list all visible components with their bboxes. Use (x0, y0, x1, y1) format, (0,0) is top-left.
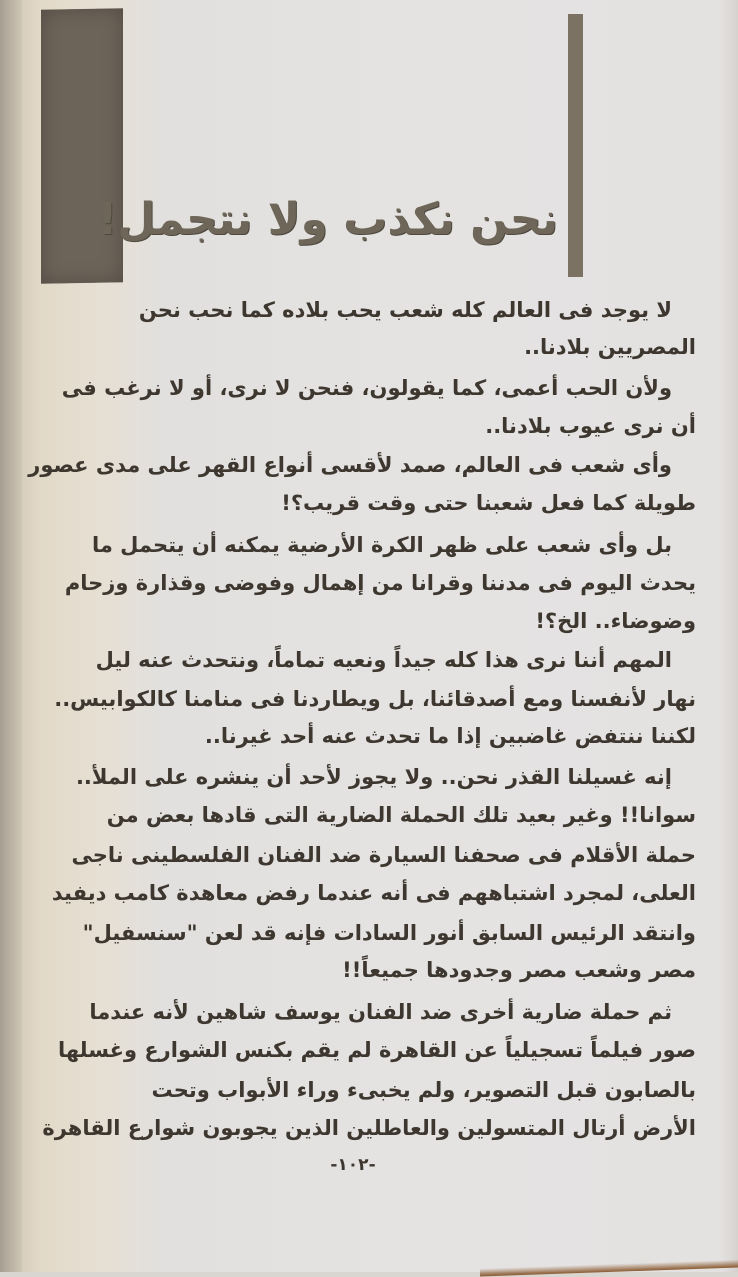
text-line: يحدث اليوم فى مدننا وقرانا من إهمال وفوضى وقذارة وزحام (64, 571, 696, 595)
text-line: صور فيلماً تسجيلياً عن القاهرة لم يقم بكنس الشوارع وغسلها (57, 1038, 696, 1062)
text-line: الأرض أرتال المتسولين والعاطلين الذين يجوبون شوارع القاهرة (42, 1116, 696, 1140)
text-line: بل وأى شعب على ظهر الكرة الأرضية يمكنه أن يتحمل ما (91, 533, 672, 557)
text-line: وضوضاء.. الخ؟! (535, 609, 696, 633)
text-line: وانتقد الرئيس السابق أنور السادات فإنه قد لعن "سنسفيل" (82, 921, 696, 945)
text-line: ولأن الحب أعمى، كما يقولون، فنحن لا نرى، أو لا نرغب فى (61, 376, 672, 400)
text-line: لكننا ننتفض غاضبين إذا ما تحدث عنه أحد غيرنا.. (204, 724, 696, 748)
page-number: -١٠٢- (330, 1155, 376, 1175)
text-line: أن نرى عيوب بلادنا.. (485, 414, 696, 438)
text-line: طويلة كما فعل شعبنا حتى وقت قريب؟! (281, 491, 696, 515)
text-line: حملة الأقلام فى صحفنا السيارة ضد الفنان الفلسطينى ناجى (71, 843, 696, 867)
page-gutter-shadow (0, 0, 22, 1272)
table-edge (480, 1259, 738, 1276)
text-line: مصر وشعب مصر وجدودها جميعاً!! (342, 958, 696, 982)
text-line: المهم أننا نرى هذا كله جيداً ونعيه تماماً، ونتحدث عنه ليل (95, 648, 672, 672)
chapter-title: نحن نكذب ولا نتجمل! (97, 194, 558, 245)
text-line: سوانا!! وغير بعيد تلك الحملة الضارية التى قادها بعض من (106, 803, 696, 827)
text-line: المصريين بلادنا.. (524, 335, 696, 359)
decorative-title-bar (568, 14, 583, 277)
text-line: لا يوجد فى العالم كله شعب يحب بلاده كما نحب نحن (138, 298, 672, 322)
text-line: ثم حملة ضارية أخرى ضد الفنان يوسف شاهين لأنه عندما (89, 1000, 672, 1024)
text-line: وأى شعب فى العالم، صمد لأقسى أنواع القهر على مدى عصور (28, 453, 672, 477)
text-line: العلى، لمجرد اشتباههم فى أنه عندما رفض معاهدة كامب ديفيد (51, 881, 696, 905)
text-line: بالصابون قبل التصوير، ولم يخبىء وراء الأبواب وتحت (151, 1078, 696, 1102)
text-line: إنه غسيلنا القذر نحن.. ولا يجوز لأحد أن ينشره على الملأ.. (75, 765, 672, 789)
text-line: نهار لأنفسنا ومع أصدقائنا، بل ويطاردنا فى منامنا كالكوابيس.. (54, 687, 696, 711)
